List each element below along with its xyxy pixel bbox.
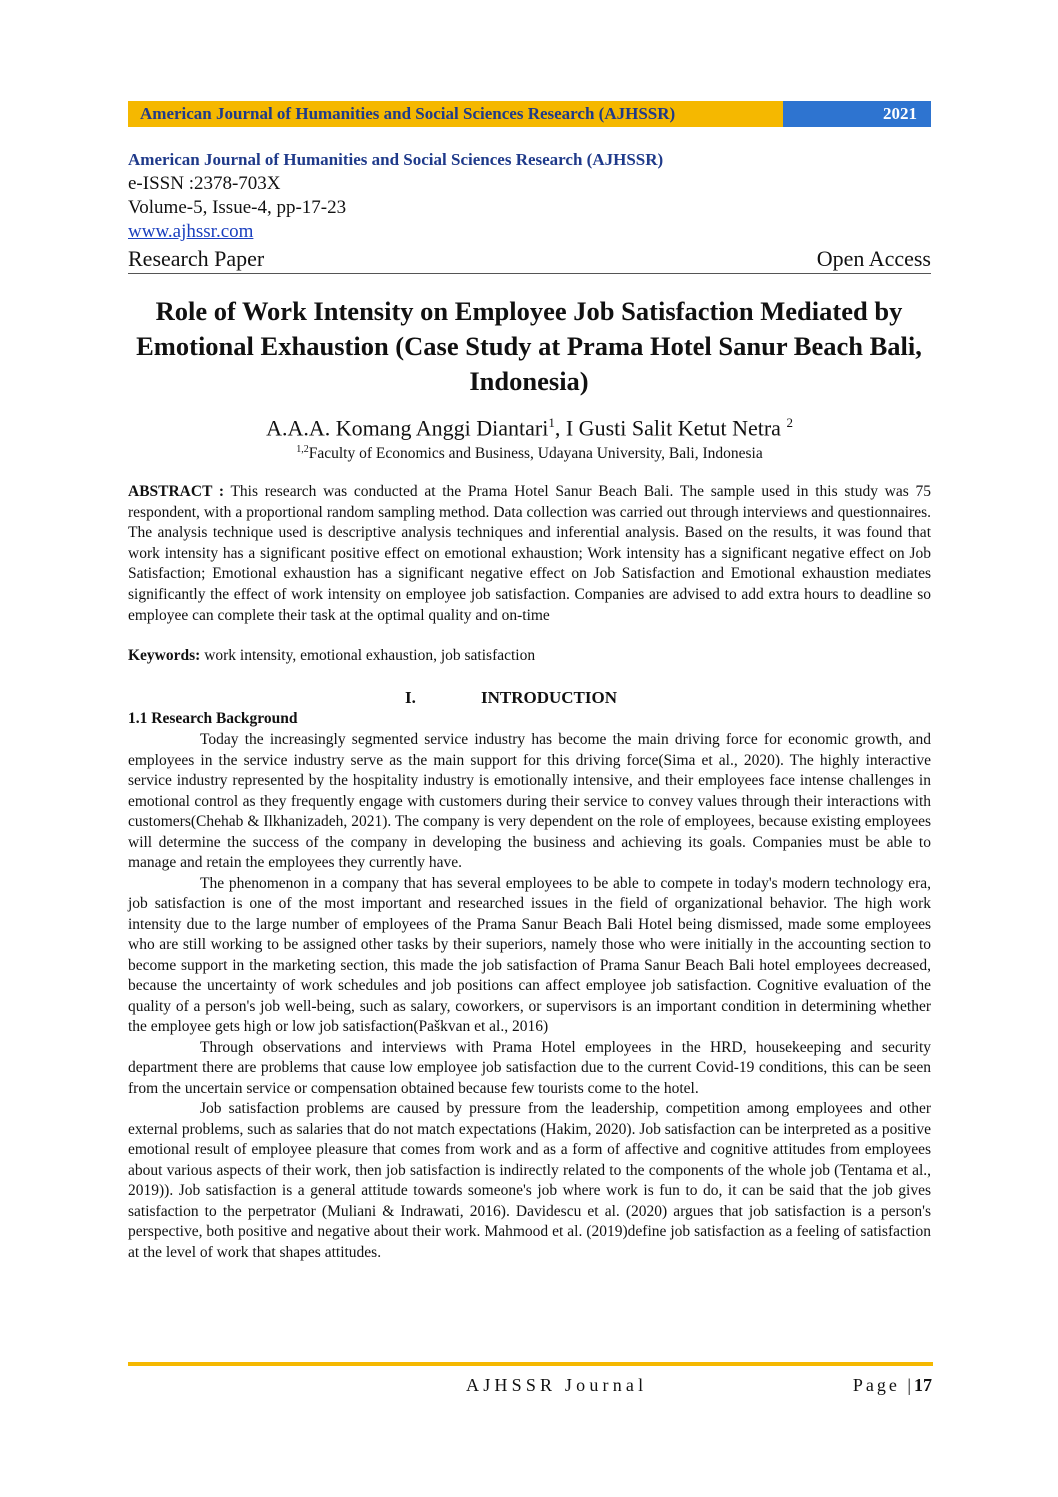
volume-issue: Volume-5, Issue-4, pp-17-23: [128, 197, 347, 218]
author-1-affiliation-mark: 1: [548, 415, 555, 430]
page-number: 17: [914, 1375, 932, 1395]
author-separator: ,: [554, 415, 566, 441]
issn: e-ISSN :2378-703X: [128, 173, 281, 194]
footer-page-number: [853, 1374, 932, 1396]
author-line: [128, 409, 931, 442]
body-paragraph: Through observations and interviews with Prama Hotel employees in the HRD, housekeeping and security department there are problems that cause low employee job satisfaction due to the current Covid-19 conditions, this can be seen from the uncertain service or compensation obtained because few tourists come to the hotel.: [128, 1038, 931, 1097]
keywords-text: work intensity, emotional exhaustion, job satisfaction: [200, 647, 536, 664]
paper-type-row: [128, 245, 931, 274]
abstract-text: This research was conducted at the Prama Hotel Sanur Beach Bali. The sample used in this study was 75 respondent, with a proportional random sampling method. Data collection was carried out through interviews and questionnaires. The analysis technique used is descriptive analysis techniques and inferential analysis. Based on the results, it was found that work intensity has a significant positive effect on emotional exhaustion; Work intensity has a significant negative effect on Job Satisfaction; Emotional exhaustion has a significant negative effect on Job Satisfaction and Emotional exhaustion mediates significantly the effect of work intensity on employee job satisfaction. Companies are advised to add extra hours to deadline so employee can complete their task at the optimal quality and on-time: [128, 483, 931, 624]
footer-journal-name: AJHSSR Journal: [466, 1375, 648, 1395]
article-title: Role of Work Intensity on Employee Job Satisfaction Mediated by Emotional Exhaustion (Case Study at Prama Hotel Sanur Beach Bali, Indonesia): [136, 296, 922, 396]
journal-header-band: [128, 101, 931, 127]
journal-url-link[interactable]: www.ajhssr.com: [128, 221, 254, 242]
paper-type: Research Paper: [128, 246, 265, 271]
body-paragraph: Today the increasingly segmented service industry has become the main driving force for economic growth, and employees in the service industry serve as the main support for this driving force(Sima et al., 2020). The highly interactive service industry represented by the hospitality industry is emotionally intensive, and their employees face intense challenges in emotional control as they frequently engage with customers during their service to convey values through their interactions with customers(Chehab & Ilkhanizadeh, 2021). The company is very dependent on the role of employees, because existing employees will determine the success of the company in developing the business and achieving its goals. Companies must be able to manage and retain the employees they currently have.: [128, 731, 931, 871]
affiliation-mark: 1,2: [296, 444, 309, 455]
author-1: A.A.A. Komang Anggi Diantari: [266, 415, 549, 441]
open-access-label: Open Access: [816, 246, 931, 271]
body-paragraph: Job satisfaction problems are caused by pressure from the leadership, competition among employees and other external problems, such as salaries that do not match expectations (Hakim, 2020). Job satisfaction can be interpreted as a positive emotional result of employee pleasure that comes from work and as a form of affective and cognitive attitudes from employees about various aspects of their work, then job satisfaction is indirectly related to the components of the whole job (Tentama et al., 2019)). Job satisfaction is a general attitude towards someone's job where work is fun to do, it can be said that the job gives satisfaction to the perpetrator (Muliani & Indrawati, 2016). Davidescu et al. (2020) argues that job satisfaction is a person's perspective, both positive and negative about their work. Mahmood et al. (2019)define job satisfaction as a feeling of satisfaction at the level of work that shapes attitudes.: [128, 1100, 931, 1261]
author-2: I Gusti Salit Ketut Netra: [565, 415, 787, 441]
body-paragraph: The phenomenon in a company that has several employees to be able to compete in today's modern technology era, job satisfaction is one of the most important and researched issues in the field of organizational behavior. The high work intensity due to the large number of employees of the Prama Sanur Beach Bali Hotel being dismissed, made some employees who are still working to be assigned other tasks by their superiors, namely those who were initially in the accounting section to become support in the marketing section, this made the job satisfaction of Prama Sanur Beach Bali hotel employees decreased, because the uncertainty of work schedules and job positions can affect employee job satisfaction. Cognitive evaluation of the quality of a person's job well-being, such as salary, coworkers, or supervisors is an important condition in determining whether the employee gets high or low job satisfaction(Paškvan et al., 2016): [128, 874, 931, 1035]
affiliation-text: Faculty of Economics and Business, Udayana University, Bali, Indonesia: [308, 445, 763, 463]
section-number: I.: [405, 688, 416, 707]
section-title: INTRODUCTION: [481, 688, 618, 707]
subsection-heading: 1.1 Research Background: [128, 710, 298, 727]
introduction-body: [128, 730, 931, 1263]
section-heading: [405, 687, 665, 709]
author-2-affiliation-mark: 2: [786, 415, 793, 430]
affiliation: [128, 439, 931, 465]
keywords-label: Keywords:: [128, 647, 201, 664]
page-label: Page |: [852, 1375, 914, 1395]
journal-info: [128, 148, 931, 274]
abstract: [128, 482, 931, 626]
journal-name: American Journal of Humanities and Social Sciences Research (AJHSSR): [128, 150, 664, 169]
abstract-label: ABSTRACT :: [128, 483, 225, 500]
keywords: [128, 646, 931, 666]
header-journal-name: American Journal of Humanities and Social Sciences Research (AJHSSR): [128, 101, 783, 127]
header-year: 2021: [783, 101, 931, 127]
footer-rule: [128, 1362, 933, 1366]
